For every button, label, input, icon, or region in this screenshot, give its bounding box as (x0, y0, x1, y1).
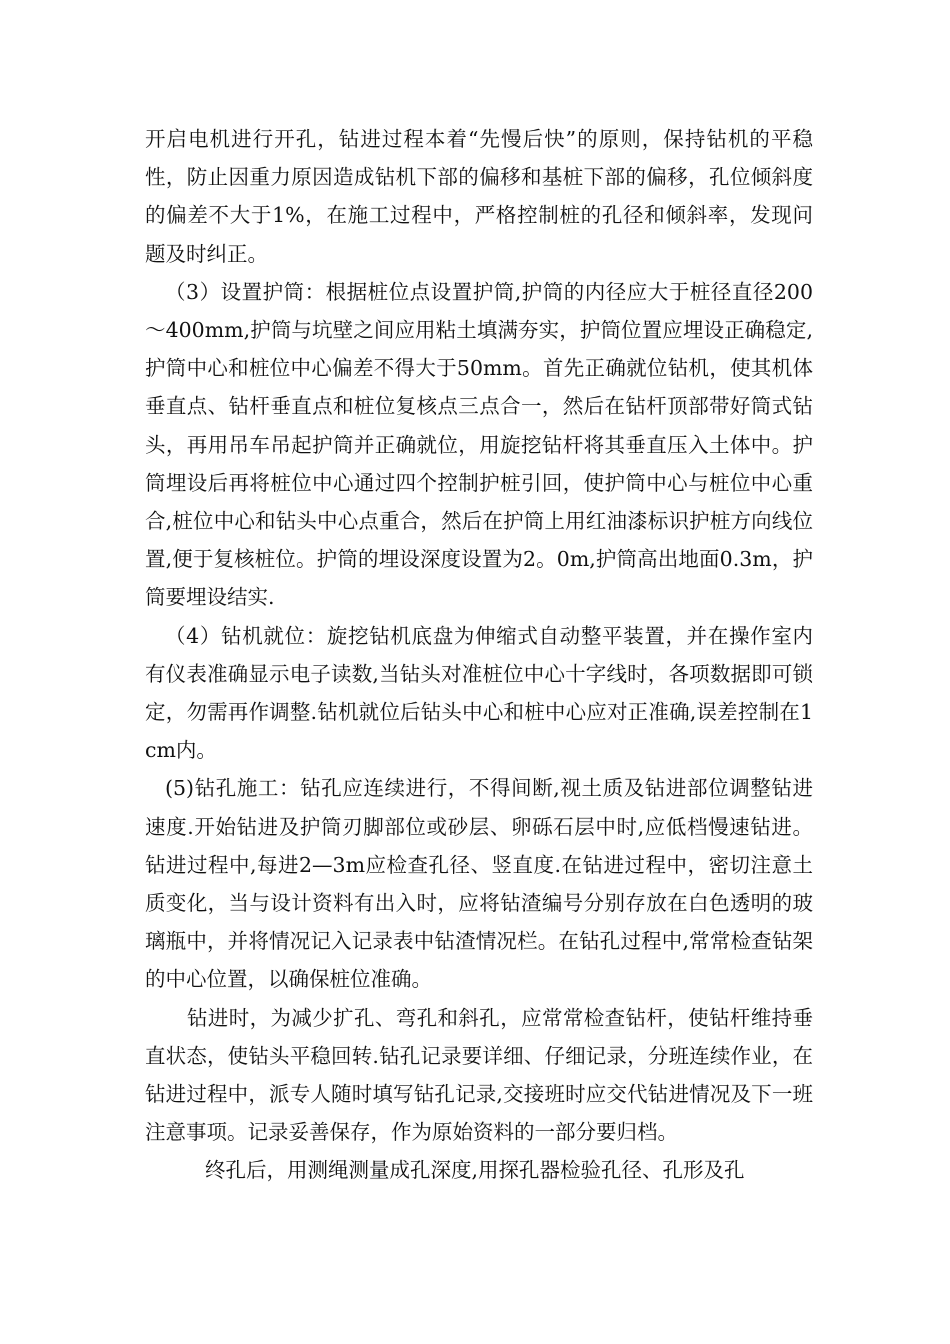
paragraph-rig-positioning: （4）钻机就位：旋挖钻机底盘为伸缩式自动整平装置，并在操作室内有仪表准确显示电子读数,当钻头对准桩位中心十字线时，各项数据即可锁定，勿需再作调整.钻机就位后钻头中心和桩中心应对正准确,误差控制在1cm内。 (145, 623, 813, 763)
paragraph-final-hole-check: 终孔后，用测绳测量成孔深度,用探孔器检验孔径、孔形及孔 (205, 1158, 745, 1183)
paragraph-drilling-start: 开启电机进行开孔，钻进过程本着“先慢后快”的原则，保持钻机的平稳性，防止因重力原因造成钻机下部的偏移和基桩下部的偏移，孔位倾斜度的偏差不大于1%，在施工过程中，严格控制桩的孔径和倾斜率，发现问题及时纠正。 (145, 127, 813, 266)
paragraph-drilling-construction: (5)钻孔施工：钻孔应连续进行，不得间断,视土质及钻进部位调整钻进速度.开始钻进及护筒刃脚部位或砂层、卵砾石层中时,应低档慢速钻进。钻进过程中,每进2—3m应检查孔径、竖直度.在钻进过程中，密切注意土质变化，当与设计资料有出入时，应将钻渣编号分别存放在白色透明的玻璃瓶中，并将情况记入记录表中钻渣情况栏。在钻孔过程中,常常检查钻架的中心位置，以确保桩位准确。 (145, 776, 813, 992)
document-body (145, 120, 813, 1190)
paragraph-casing-setup: （3）设置护筒：根据桩位点设置护筒,护筒的内径应大于桩径直径200～400mm,护筒与坑壁之间应用粘土填满夯实，护筒位置应埋设正确稳定,护筒中心和桩位中心偏差不得大于50mm。首先正确就位钻机，使其机体垂直点、钻杆垂直点和桩位复核点三点合一，然后在钻杆顶部带好筒式钻头，再用吊车吊起护筒并正确就位，用旋挖钻杆将其垂直压入土体中。护筒埋设后再将桩位中心通过四个控制护桩引回，使护筒中心与桩位中心重合,桩位中心和钻头中心点重合，然后在护筒上用红油漆标识护桩方向线位置,便于复核桩位。护筒的埋设深度设置为2。0m,护筒高出地面0.3m，护筒要埋设结实. (145, 279, 813, 610)
paragraph-drilling-records: 钻进时，为减少扩孔、弯孔和斜孔，应常常检查钻杆，使钻杆维持垂直状态，使钻头平稳回转.钻孔记录要详细、仔细记录，分班连续作业，在钻进过程中，派专人随时填写钻孔记录,交接班时应交代钻进情况及下一班注意事项。记录妥善保存，作为原始资料的一部分要归档。 (145, 1005, 813, 1145)
